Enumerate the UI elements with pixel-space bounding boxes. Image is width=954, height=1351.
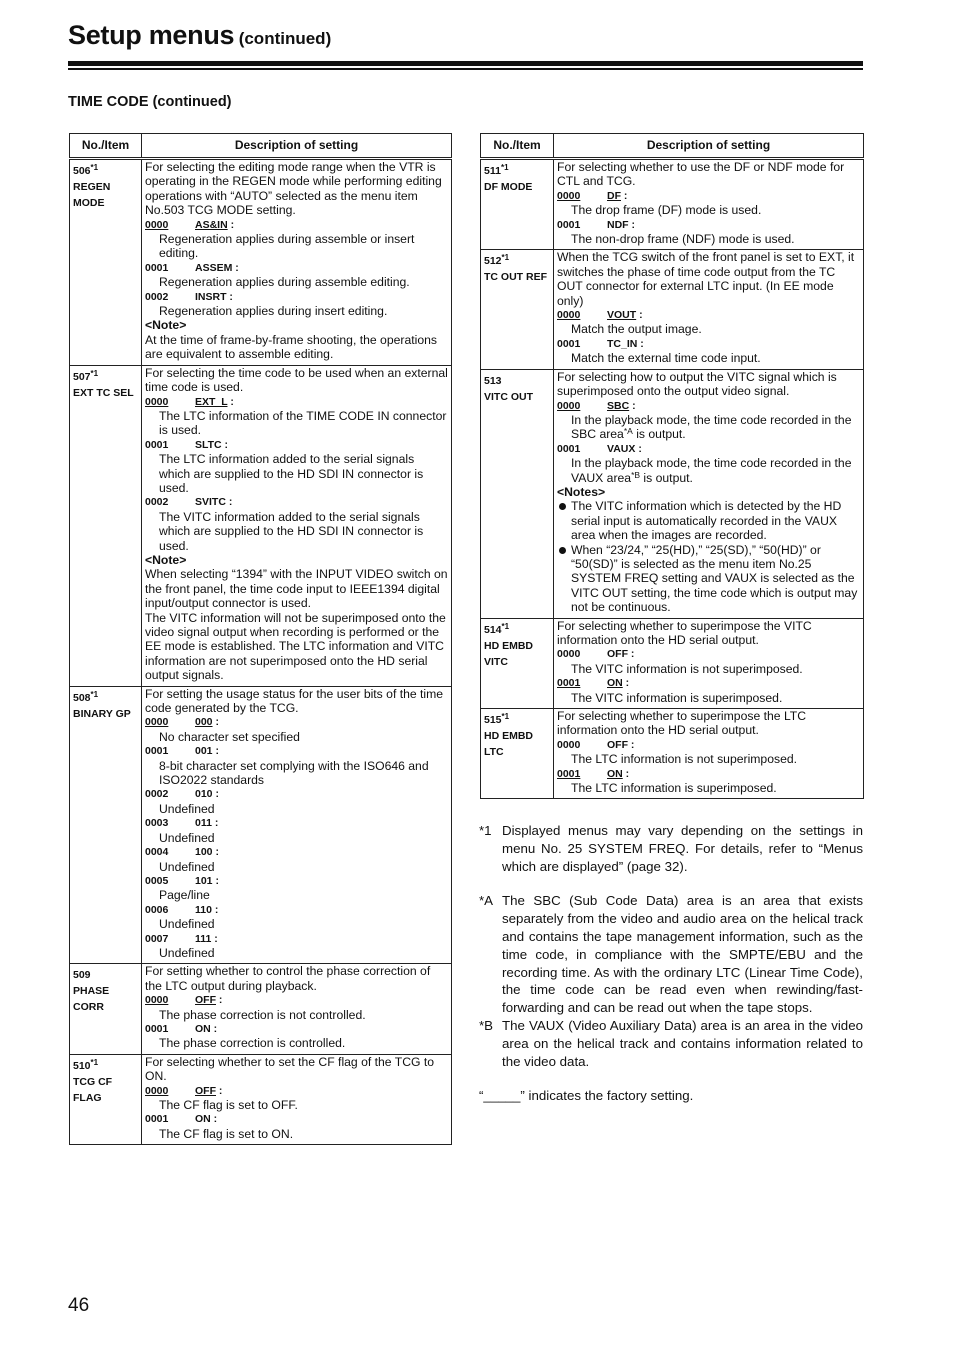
item-footnote-ref: *1	[501, 621, 510, 631]
option-description	[145, 802, 448, 816]
item-name: MODE	[73, 197, 105, 209]
table-row	[70, 159, 452, 366]
item-footnote-ref: *1	[500, 163, 509, 172]
option-code: 0001	[557, 767, 581, 780]
item-number-cell	[70, 159, 142, 366]
item-description-cell	[554, 618, 864, 708]
setting-option	[557, 738, 860, 752]
footnote-1	[479, 822, 863, 875]
option-code: 0003	[145, 817, 169, 830]
option-label-text: VOUT	[607, 309, 637, 322]
item-description-cell	[554, 709, 864, 799]
item-name: VITC OUT	[484, 390, 533, 403]
option-label-text: OFF	[195, 994, 216, 1007]
option-description	[145, 232, 448, 261]
option-description-text: Undefined	[159, 801, 215, 816]
setting-option	[145, 993, 448, 1007]
page-number: 46	[68, 1295, 90, 1316]
option-description-text: The phase correction is not controlled.	[159, 1007, 366, 1022]
setting-option	[145, 1112, 448, 1126]
note-heading: <Notes>	[557, 484, 606, 499]
item-number-cell	[70, 365, 142, 686]
option-description	[557, 413, 860, 442]
option-label: OFF :	[607, 648, 635, 661]
option-description	[145, 759, 448, 788]
item-name: REGEN	[73, 181, 111, 193]
footnote-text: The SBC (Sub Code Data) area is an area that exists separately from the video and audio area on the helical track and contains the tape management information, such as the time code, in compliance with the SMPTE/EBU and the recording time. As with the ordinary LTC (Linear Time Code), the time code can be read even when rewinding/fast-forwarding and can be read out when the tape stops.	[502, 893, 863, 1016]
item-footnote-ref: *1	[501, 253, 510, 263]
option-label-text: VAUX	[607, 442, 636, 455]
option-description	[145, 917, 448, 931]
option-code: 0002	[145, 496, 169, 509]
description-text: For selecting the editing mode range when the VTR is operating in the REGEN mode while performing editing operations with “AUTO” selected as the menu item No.503 TCG MODE setting.	[145, 160, 442, 218]
option-code: 0000	[557, 309, 581, 322]
item-number: 514	[484, 623, 502, 636]
option-label: OFF :	[195, 1084, 223, 1097]
option-description	[145, 409, 448, 438]
option-description	[145, 831, 448, 845]
option-label: ON :	[195, 1022, 218, 1035]
option-description-text: No character set specified	[159, 729, 300, 744]
option-description	[557, 691, 860, 705]
option-code: 0000	[557, 189, 581, 202]
table-row	[70, 365, 452, 686]
item-number: 507	[73, 370, 91, 383]
option-label: 100 :	[195, 846, 219, 859]
footnote-b	[479, 1017, 863, 1070]
option-description-text: In the playback mode, the time code recorded in the SBC area	[571, 412, 852, 442]
item-footnote-ref: *1	[90, 689, 99, 699]
option-code: 0002	[145, 788, 169, 801]
option-description-text: The LTC information of the TIME CODE IN connector is used.	[159, 408, 447, 438]
setting-option	[145, 744, 448, 758]
table-row	[481, 159, 864, 250]
option-code: 0005	[145, 874, 169, 887]
footnotes	[479, 822, 863, 1105]
option-label-text: TC_IN	[607, 337, 638, 350]
option-description-text: Page/line	[159, 888, 210, 903]
option-code: 0001	[145, 438, 169, 451]
option-label-text: OFF	[607, 738, 628, 751]
setting-option	[557, 189, 860, 203]
option-code: 0000	[145, 218, 169, 231]
option-label: VAUX :	[607, 442, 642, 455]
item-name: EXT TC SEL	[73, 386, 134, 399]
item-number-cell	[481, 618, 554, 708]
table-header-row	[70, 134, 452, 159]
table-row	[481, 709, 864, 799]
section-heading: TIME CODE (continued)	[68, 94, 232, 110]
option-description-text: The drop frame (DF) mode is used.	[571, 203, 762, 218]
option-code: 0001	[145, 1113, 169, 1126]
option-label: 110 :	[195, 903, 219, 916]
option-description	[145, 275, 448, 289]
option-description	[557, 781, 860, 795]
settings-table-left	[69, 133, 452, 1145]
factory-setting-note: “_____” indicates the factory setting.	[479, 1088, 694, 1104]
option-code: 0007	[145, 932, 169, 945]
setting-option	[557, 767, 860, 781]
option-description	[145, 888, 448, 902]
option-label: VOUT :	[607, 309, 643, 322]
option-label: INSRT :	[195, 290, 233, 303]
option-description-tail: is output.	[640, 470, 693, 485]
description-text: For selecting how to output the VITC signal which is superimposed onto the output video signal.	[557, 369, 837, 399]
footnote-ref: *A	[623, 426, 633, 437]
item-number: 506	[73, 165, 91, 177]
option-description	[145, 946, 448, 960]
item-number: 510	[73, 1059, 91, 1072]
option-description-text: Undefined	[159, 917, 215, 932]
description-text: For selecting whether to use the DF or NDF mode for CTL and TCG.	[557, 160, 845, 189]
title-rule-thick	[68, 61, 863, 66]
option-code: 0001	[145, 261, 169, 274]
option-description	[145, 1036, 448, 1050]
item-number: 508	[73, 691, 91, 704]
option-code: 0000	[557, 648, 581, 661]
item-name: FLAG	[73, 1091, 102, 1104]
note-bullet-item: The VITC information which is detected by the HD serial input is automatically recorded in the VAUX area when the images are recorded.	[557, 499, 860, 542]
item-description-cell	[142, 964, 452, 1054]
option-description-text: Match the external time code input.	[571, 351, 761, 366]
option-label-text: 011	[195, 817, 212, 830]
option-description-tail: is output.	[632, 427, 686, 442]
item-description-cell	[142, 159, 452, 366]
option-label: AS&IN :	[195, 218, 235, 231]
option-description	[145, 1098, 448, 1112]
note-bullet-item: When “23/24,” “25(HD),” “25(SD),” “50(HD)” or “50(SD)” is selected as the menu item No.25 SYSTEM FREQ setting and VAUX is selected as the VITC OUT setting, the time code which is output may not be continuous.	[557, 543, 860, 615]
option-description-text: The VITC information added to the serial signals which are supplied to the HD SDI IN connector is used.	[159, 509, 424, 553]
option-label: 000 :	[195, 716, 219, 729]
option-description-text: 8-bit character set complying with the ISO646 and ISO2022 standards	[159, 758, 429, 788]
option-label-text: SLTC	[195, 438, 222, 451]
item-footnote-ref: *1	[501, 712, 510, 722]
option-description-text: The CF flag is set to ON.	[159, 1126, 294, 1141]
item-number-cell	[70, 1054, 142, 1144]
option-label-text: 111	[195, 932, 212, 945]
item-number-cell	[481, 250, 554, 369]
option-code: 0000	[145, 1084, 169, 1097]
item-name: PHASE	[73, 985, 110, 998]
option-description-text: The phase correction is controlled.	[159, 1036, 346, 1051]
option-description	[557, 752, 860, 766]
setting-option	[145, 816, 448, 830]
option-description	[557, 203, 860, 217]
option-description-text: In the playback mode, the time code recorded in the VAUX area	[571, 456, 852, 485]
option-label: DF :	[607, 189, 628, 202]
footnote-mark: *A	[479, 893, 494, 909]
option-description-text: The LTC information added to the serial signals which are supplied to the HD SDI IN connector is used.	[159, 452, 424, 495]
setting-option	[145, 715, 448, 729]
option-code: 0001	[145, 1022, 169, 1035]
setting-option	[145, 290, 448, 304]
item-description-cell	[142, 1054, 452, 1144]
description-text: For selecting whether to superimpose the VITC information onto the HD serial output.	[557, 618, 812, 647]
table-row	[70, 964, 452, 1054]
table-row	[70, 686, 452, 964]
item-footnote-ref: *1	[90, 163, 99, 172]
option-description	[145, 860, 448, 874]
item-description-cell	[142, 365, 452, 686]
option-code: 0001	[557, 677, 581, 690]
option-description-text: The VITC information is superimposed.	[571, 690, 783, 705]
option-description-text: The VITC information is not superimposed.	[571, 661, 803, 676]
option-code: 0004	[145, 846, 169, 859]
description-text: For selecting whether to set the CF flag of the TCG to ON.	[145, 1054, 435, 1084]
option-label-text: 000	[195, 716, 213, 729]
option-label-text: ON	[607, 767, 623, 780]
option-description-text: The LTC information is not superimposed.	[571, 752, 798, 767]
option-description	[145, 452, 448, 495]
option-label-text: SVITC	[195, 496, 226, 509]
option-label-text: 110	[195, 903, 212, 916]
option-code: 0006	[145, 903, 169, 916]
option-label: 001 :	[195, 745, 219, 758]
setting-option	[145, 845, 448, 859]
option-label-text: OFF	[607, 648, 628, 661]
option-label: ON :	[195, 1113, 218, 1126]
option-label-text: 100	[195, 846, 213, 859]
option-code: 0000	[145, 395, 169, 408]
option-label: SBC :	[607, 399, 636, 412]
item-name: BINARY GP	[73, 707, 131, 720]
table-header-row	[481, 134, 864, 159]
option-label: 011 :	[195, 817, 219, 830]
setting-option	[557, 308, 860, 322]
option-label: ON :	[607, 677, 630, 690]
footnote-text: The VAUX (Video Auxiliary Data) area is an area in the video area on the helical track and contains information related to the video data.	[502, 1017, 863, 1069]
option-code: 0000	[145, 994, 169, 1007]
setting-option	[557, 399, 860, 413]
header-description: Description of setting	[142, 134, 452, 159]
option-label-text: ASSEM	[195, 261, 233, 274]
option-description	[557, 232, 860, 246]
option-label-text: 010	[195, 788, 213, 801]
option-label-text: AS&IN	[195, 218, 228, 231]
setting-option	[557, 337, 860, 351]
item-description-cell	[554, 159, 864, 250]
option-description	[145, 510, 448, 553]
setting-option	[145, 903, 448, 917]
description-text: For setting whether to control the phase correction of the LTC output during playback.	[145, 964, 431, 993]
option-label: NDF :	[607, 218, 636, 231]
option-code: 0001	[557, 442, 581, 455]
table-row	[481, 369, 864, 618]
option-label: OFF :	[607, 738, 635, 751]
description-text: For selecting the time code to be used when an external time code is used.	[145, 365, 448, 395]
option-label-text: SBC	[607, 399, 630, 412]
setting-option	[145, 787, 448, 801]
option-description	[557, 322, 860, 336]
description-text: When the TCG switch of the front panel is set to EXT, it switches the phase of time code output from the TC OUT connector for external LTC input. (In EE mode only)	[557, 250, 855, 308]
option-label: 010 :	[195, 788, 219, 801]
item-number: 509	[73, 969, 91, 982]
option-code: 0000	[557, 399, 581, 412]
option-description-text: Regeneration applies during assemble editing.	[159, 275, 410, 290]
item-footnote-ref: *1	[90, 1057, 99, 1067]
option-code: 0001	[557, 337, 581, 350]
option-description-text: The non-drop frame (NDF) mode is used.	[571, 232, 795, 247]
item-number: 512	[484, 255, 502, 268]
option-label: TC_IN :	[607, 337, 644, 350]
option-label-text: 101	[195, 874, 213, 887]
option-code: 0000	[557, 738, 581, 751]
option-label: EXT_L :	[195, 395, 234, 408]
item-number-cell	[481, 709, 554, 799]
item-number: 515	[484, 714, 502, 727]
table-row	[70, 1054, 452, 1144]
item-name: TC OUT REF	[484, 271, 547, 284]
item-name: TCG CF	[73, 1075, 113, 1088]
item-description-cell	[554, 250, 864, 369]
option-description	[557, 662, 860, 676]
option-label: SLTC :	[195, 438, 229, 451]
footnote-mark: *B	[479, 1017, 494, 1033]
footnote-text: Displayed menus may vary depending on the settings in menu No. 25 SYSTEM FREQ. For details, refer to “Menus which are displayed” (page 32).	[502, 823, 863, 874]
setting-option	[145, 1084, 448, 1098]
item-number-cell	[481, 369, 554, 618]
option-label: 101 :	[195, 874, 219, 887]
option-description-text: Regeneration applies during insert editing.	[159, 304, 388, 319]
description-text: For selecting whether to superimpose the LTC information onto the HD serial output.	[557, 709, 807, 738]
option-label-text: ON	[607, 677, 623, 690]
header-description: Description of setting	[554, 134, 864, 159]
item-name: CORR	[73, 1001, 104, 1014]
setting-option	[557, 442, 860, 456]
option-label-text: OFF	[195, 1084, 216, 1097]
item-number: 511	[484, 165, 501, 177]
option-code: 0002	[145, 290, 169, 303]
note-heading: <Note>	[145, 552, 187, 567]
option-description-text: Undefined	[159, 945, 215, 960]
item-name: HD EMBD	[484, 639, 533, 652]
setting-option	[145, 218, 448, 232]
option-description-text: Regeneration applies during assemble or insert editing.	[159, 232, 415, 261]
option-label: ASSEM :	[195, 261, 239, 274]
item-number-cell	[70, 686, 142, 964]
setting-option	[557, 647, 860, 661]
option-label-text: INSRT	[195, 290, 227, 303]
setting-option	[557, 676, 860, 690]
item-number-cell	[481, 159, 554, 250]
header-no-item: No./Item	[481, 134, 554, 159]
item-description-cell	[142, 686, 452, 964]
item-number-cell	[70, 964, 142, 1054]
option-description	[557, 351, 860, 365]
option-description	[557, 456, 860, 485]
option-label-text: ON	[195, 1113, 211, 1126]
table-row	[481, 250, 864, 369]
option-description	[145, 1008, 448, 1022]
setting-option	[145, 395, 448, 409]
note-heading: <Note>	[145, 318, 187, 333]
option-code: 0001	[557, 218, 581, 231]
footnote-ref: *B	[631, 469, 641, 480]
option-label-text: DF	[607, 189, 621, 202]
item-name: HD EMBD	[484, 730, 533, 743]
option-code: 0001	[145, 745, 169, 758]
option-label-text: NDF	[607, 218, 629, 231]
setting-option	[145, 932, 448, 946]
title-continued: (continued)	[238, 29, 332, 48]
option-description-text: Match the output image.	[571, 322, 702, 337]
title-rule-thin	[68, 68, 863, 70]
item-name: DF MODE	[484, 181, 533, 193]
description-text: At the time of frame-by-frame shooting, the operations are equivalent to assemble editing.	[145, 332, 437, 362]
item-name: VITC	[484, 655, 508, 668]
setting-option	[557, 218, 860, 232]
option-label: OFF :	[195, 994, 223, 1007]
page-title	[68, 22, 331, 49]
setting-option	[145, 495, 448, 509]
description-text: When selecting “1394” with the INPUT VIDEO switch on the front panel, the time code input to IEEE1394 digital input/output connector is used.	[145, 567, 448, 611]
option-description	[145, 1127, 448, 1141]
item-footnote-ref: *1	[90, 368, 99, 378]
option-label-text: 001	[195, 745, 213, 758]
option-description-text: Undefined	[159, 830, 215, 845]
setting-option	[145, 261, 448, 275]
description-text: For setting the usage status for the user bits of the time code generated by the TCG.	[145, 686, 444, 716]
item-name: LTC	[484, 746, 504, 759]
option-code: 0000	[145, 716, 169, 729]
option-description-text: The CF flag is set to OFF.	[159, 1098, 298, 1112]
option-label: SVITC :	[195, 496, 233, 509]
footnote-mark: *1	[479, 823, 492, 838]
option-label-text: EXT_L	[195, 395, 228, 408]
option-description-text: The LTC information is superimposed.	[571, 781, 777, 796]
option-label: 111 :	[195, 932, 218, 945]
title-main: Setup menus	[68, 20, 235, 50]
header-no-item: No./Item	[70, 134, 142, 159]
option-description	[145, 304, 448, 318]
setting-option	[145, 438, 448, 452]
option-description-text: Undefined	[159, 859, 215, 874]
description-text: The VITC information will not be superimposed onto the video signal output when recording is performed or the EE mode is established. The LTC information and VITC information are not superimposed onto the HD serial output signals.	[145, 610, 446, 683]
setting-option	[145, 874, 448, 888]
table-row	[481, 618, 864, 708]
option-description	[145, 730, 448, 744]
footnote-a	[479, 892, 863, 1017]
option-label: ON :	[607, 767, 630, 780]
setting-option	[145, 1022, 448, 1036]
option-label-text: ON	[195, 1022, 211, 1035]
settings-table-right	[480, 133, 864, 799]
item-number: 513	[484, 374, 502, 387]
item-description-cell	[554, 369, 864, 618]
